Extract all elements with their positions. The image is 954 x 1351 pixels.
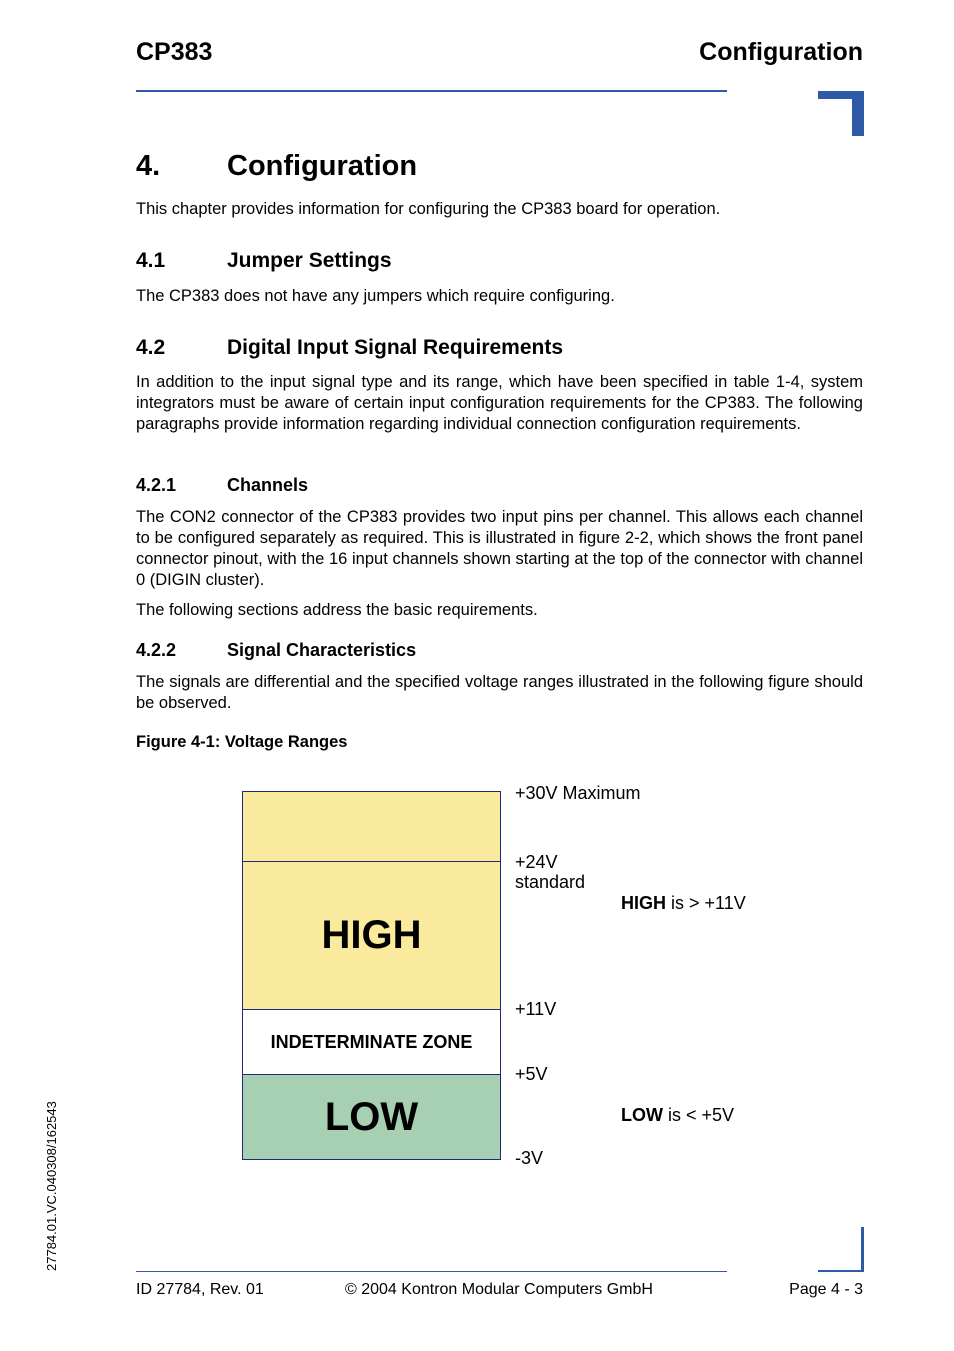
side-document-id: 27784.01.VC.040308/162543	[44, 1101, 59, 1271]
high-band	[242, 861, 501, 1010]
indeterminate-band	[242, 1009, 501, 1075]
high-note	[621, 893, 746, 913]
footer-page-number: Page 4 - 3	[789, 1281, 863, 1298]
low-band	[242, 1074, 501, 1160]
level-11v: +11V	[515, 999, 557, 1019]
section-4-2-2-heading	[136, 640, 416, 661]
corner-mark-top-vertical	[852, 91, 864, 136]
chapter-title: Configuration	[227, 150, 418, 182]
header-section: Configuration	[699, 38, 863, 66]
level-24v-standard: standard	[515, 872, 586, 892]
section-4-2-1-heading	[136, 475, 308, 496]
section-4-2-text: In addition to the input signal type and its range, which have been specified in table 1-4, system integrators must be aware of certain input configuration requirements for the CP383. The following paragraphs provide information regarding individual connection configuration requirements.	[136, 373, 863, 433]
chapter-intro: This chapter provides information for configuring the CP383 board for operation.	[136, 200, 721, 218]
level-5v: +5V	[515, 1064, 548, 1084]
section-4-1-heading	[136, 249, 392, 273]
section-4-1-text: The CP383 does not have any jumpers which require configuring.	[136, 287, 615, 305]
high-band-upper	[242, 791, 501, 862]
indeterminate-band-label: INDETERMINATE ZONE	[270, 1031, 473, 1052]
section-4-2-1-number: 4.2.1	[136, 475, 177, 495]
section-4-2-1-text-2: The following sections address the basic requirements.	[136, 601, 538, 619]
section-4-2-2-number: 4.2.2	[136, 640, 177, 660]
section-4-2-1-title: Channels	[227, 475, 309, 495]
section-4-2-1-text: The CON2 connector of the CP383 provides two input pins per channel. This allows each channel to be configured separately as required. This is illustrated in figure 2-2, which shows the front panel connector pinout, with the 16 input channels shown starting at the top of the connector with channel 0 (DIGIN cluster).	[136, 508, 863, 589]
section-4-1-title: Jumper Settings	[227, 249, 392, 272]
high-band-label: HIGH	[321, 913, 422, 957]
high-note-rest: is > +11V	[666, 893, 746, 913]
section-4-2-heading	[136, 336, 563, 360]
chapter-heading	[136, 150, 417, 183]
section-4-2-2-text: The signals are differential and the specified voltage ranges illustrated in the following figure should be observed.	[136, 673, 863, 712]
section-4-1-number: 4.1	[136, 249, 166, 272]
section-4-2-number: 4.2	[136, 336, 166, 359]
footer-doc-id: ID 27784, Rev. 01	[136, 1281, 264, 1298]
figure-caption: Figure 4-1: Voltage Ranges	[136, 733, 348, 751]
corner-mark-bottom-horizontal	[818, 1270, 864, 1272]
corner-mark-bottom	[861, 1227, 864, 1272]
header-product: CP383	[136, 38, 213, 66]
level-30v: +30V Maximum	[515, 783, 641, 803]
low-note-bold: LOW	[621, 1105, 663, 1125]
footer-rule	[136, 1271, 727, 1272]
footer-copyright: © 2004 Kontron Modular Computers GmbH	[345, 1281, 653, 1298]
low-note	[621, 1105, 734, 1125]
header-rule	[136, 90, 727, 92]
section-4-2-title: Digital Input Signal Requirements	[227, 336, 564, 359]
chapter-number: 4.	[136, 150, 161, 182]
section-4-2-2-title: Signal Characteristics	[227, 640, 417, 660]
level-24v: +24V	[515, 852, 558, 872]
low-band-label: LOW	[324, 1094, 419, 1139]
high-note-bold: HIGH	[621, 893, 666, 913]
level-neg3v: -3V	[515, 1148, 544, 1168]
low-note-rest: is < +5V	[663, 1105, 735, 1125]
